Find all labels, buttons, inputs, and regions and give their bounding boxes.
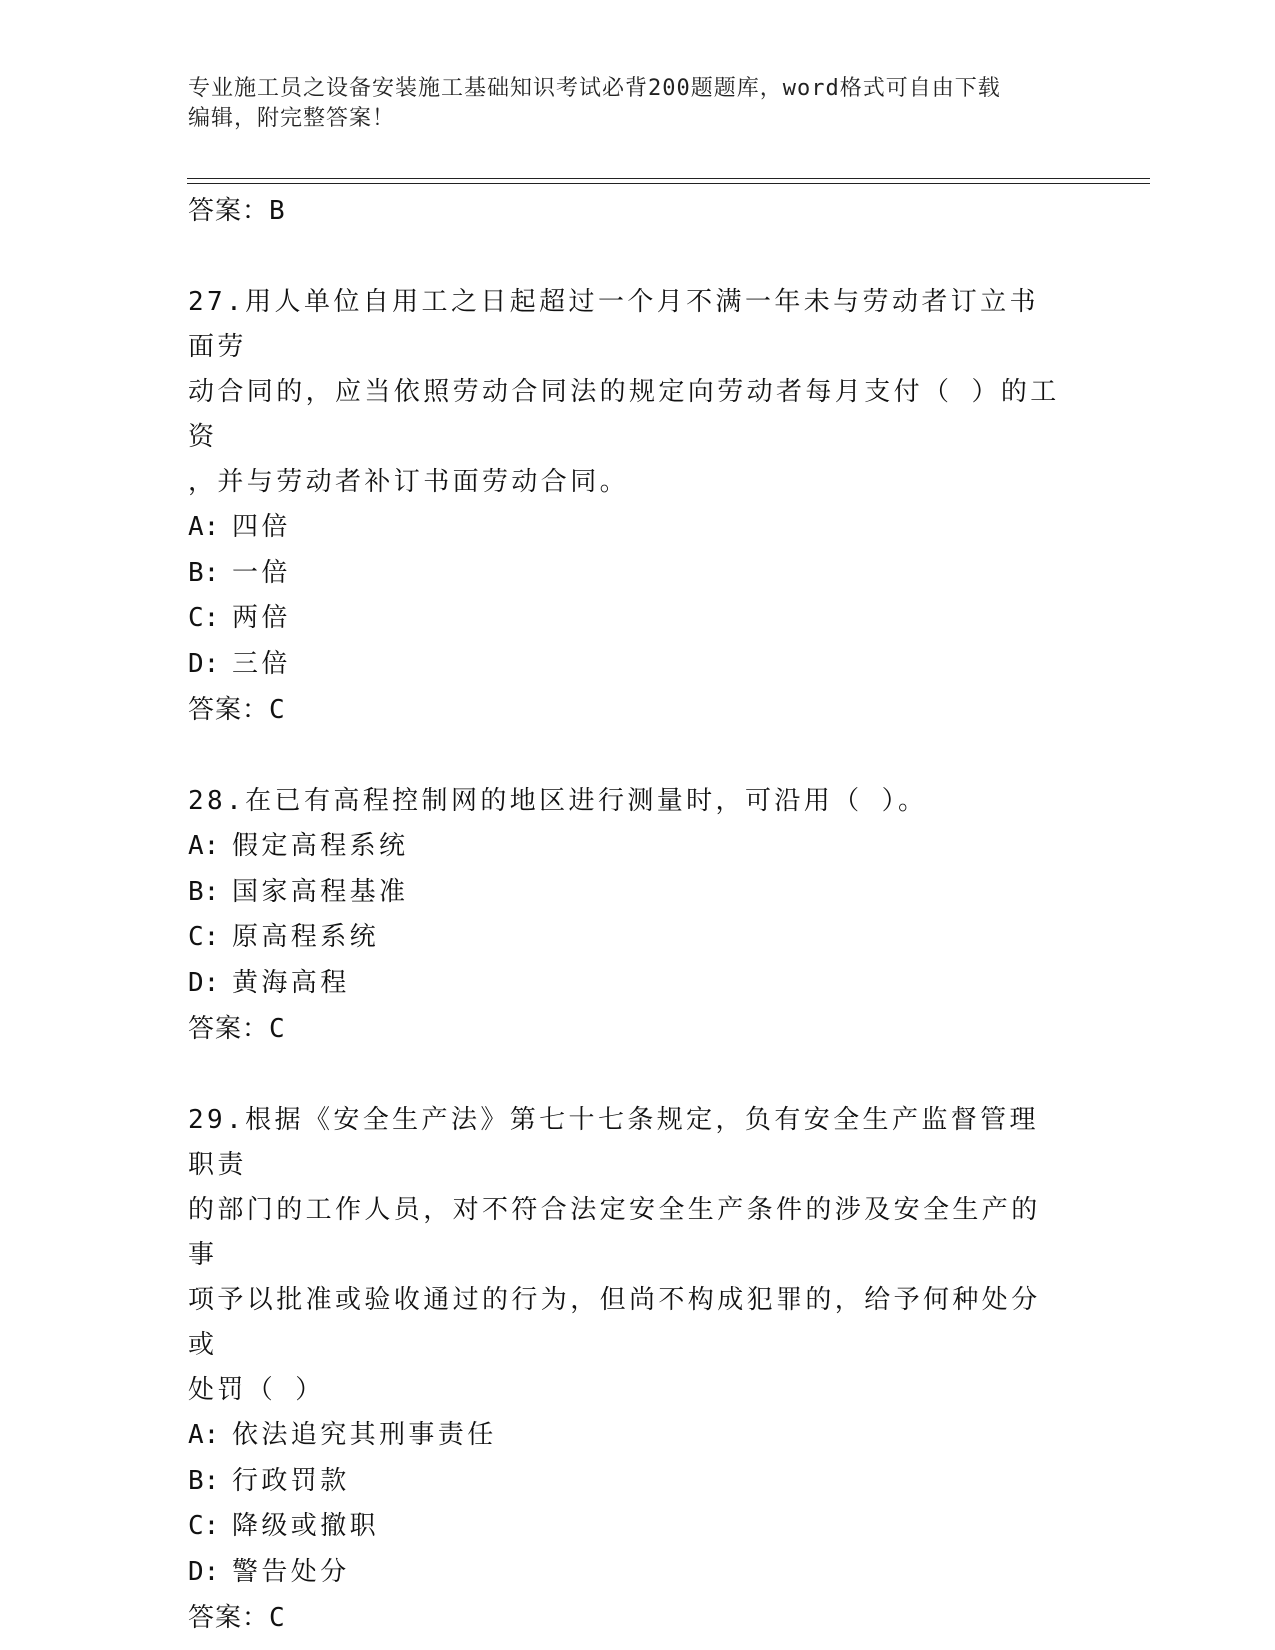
option-text: 黄海高程 xyxy=(232,967,350,998)
spacer xyxy=(188,733,1068,779)
spacer xyxy=(188,1052,1068,1098)
question-text-line: 动合同的，应当依照劳动合同法的规定向劳动者每月支付（ ）的工资 xyxy=(188,377,1060,452)
answer-line: 答案：B xyxy=(188,196,286,226)
question-text-line: 29.根据《安全生产法》第七十七条规定，负有安全生产监督管理职责 xyxy=(188,1105,1039,1180)
question-27 xyxy=(188,280,1068,733)
header-line-2: 编辑，附完整答案！ xyxy=(188,106,396,131)
question-text-line: 27.用人单位自用工之日起超过一个月不满一年未与劳动者订立书面劳 xyxy=(188,287,1039,362)
option-d xyxy=(188,1550,1068,1596)
option-letter: C: xyxy=(188,922,220,952)
option-text: 两倍 xyxy=(232,603,291,633)
header-divider-bottom xyxy=(187,183,1150,184)
question-29 xyxy=(188,1098,1068,1641)
answer-line: 答案：C xyxy=(188,1603,286,1633)
option-b xyxy=(188,870,1068,916)
question-text-line: ，并与劳动者补订书面劳动合同。 xyxy=(188,467,630,497)
option-letter: B: xyxy=(188,876,220,907)
document-body xyxy=(188,188,1068,1641)
spacer xyxy=(188,234,1068,280)
option-a xyxy=(188,824,1068,870)
option-text: 依法追究其刑事责任 xyxy=(232,1420,497,1450)
document-header xyxy=(188,74,1088,134)
option-letter: C: xyxy=(188,603,220,633)
option-text: 行政罚款 xyxy=(232,1465,350,1496)
option-text: 原高程系统 xyxy=(232,922,380,952)
option-text: 降级或撤职 xyxy=(232,1511,380,1541)
option-letter: A: xyxy=(188,831,220,861)
option-c xyxy=(188,1504,1068,1550)
option-letter: D: xyxy=(188,648,220,679)
option-a xyxy=(188,1413,1068,1459)
option-letter: D: xyxy=(188,1556,220,1587)
option-a xyxy=(188,505,1068,551)
question-text-line: 项予以批准或验收通过的行为，但尚不构成犯罪的，给予何种处分或 xyxy=(188,1285,1041,1360)
option-letter: D: xyxy=(188,967,220,998)
option-text: 国家高程基准 xyxy=(232,876,409,907)
option-letter: B: xyxy=(188,557,220,588)
question-text-line: 28.在已有高程控制网的地区进行测量时，可沿用（ ）。 xyxy=(188,786,928,816)
option-d xyxy=(188,961,1068,1007)
question-text-line: 的部门的工作人员，对不符合法定安全生产条件的涉及安全生产的事 xyxy=(188,1195,1041,1270)
option-letter: C: xyxy=(188,1511,220,1541)
option-text: 四倍 xyxy=(232,512,291,542)
option-text: 一倍 xyxy=(232,557,291,588)
option-text: 警告处分 xyxy=(232,1556,350,1587)
answer-line: 答案：C xyxy=(188,695,286,725)
option-text: 三倍 xyxy=(232,648,291,679)
question-28 xyxy=(188,779,1068,1052)
option-text: 假定高程系统 xyxy=(232,831,409,861)
header-line-1: 专业施工员之设备安装施工基础知识考试必背200题题库，word格式可自由下载 xyxy=(188,76,1001,101)
option-c xyxy=(188,915,1068,961)
header-divider-top xyxy=(187,178,1150,179)
option-b xyxy=(188,551,1068,597)
option-c xyxy=(188,596,1068,642)
question-text-line: 处罚（ ） xyxy=(188,1375,325,1405)
answer-line: 答案：C xyxy=(188,1014,286,1044)
option-letter: A: xyxy=(188,1420,220,1450)
option-letter: B: xyxy=(188,1465,220,1496)
option-d xyxy=(188,642,1068,688)
option-b xyxy=(188,1459,1068,1505)
option-letter: A: xyxy=(188,512,220,542)
